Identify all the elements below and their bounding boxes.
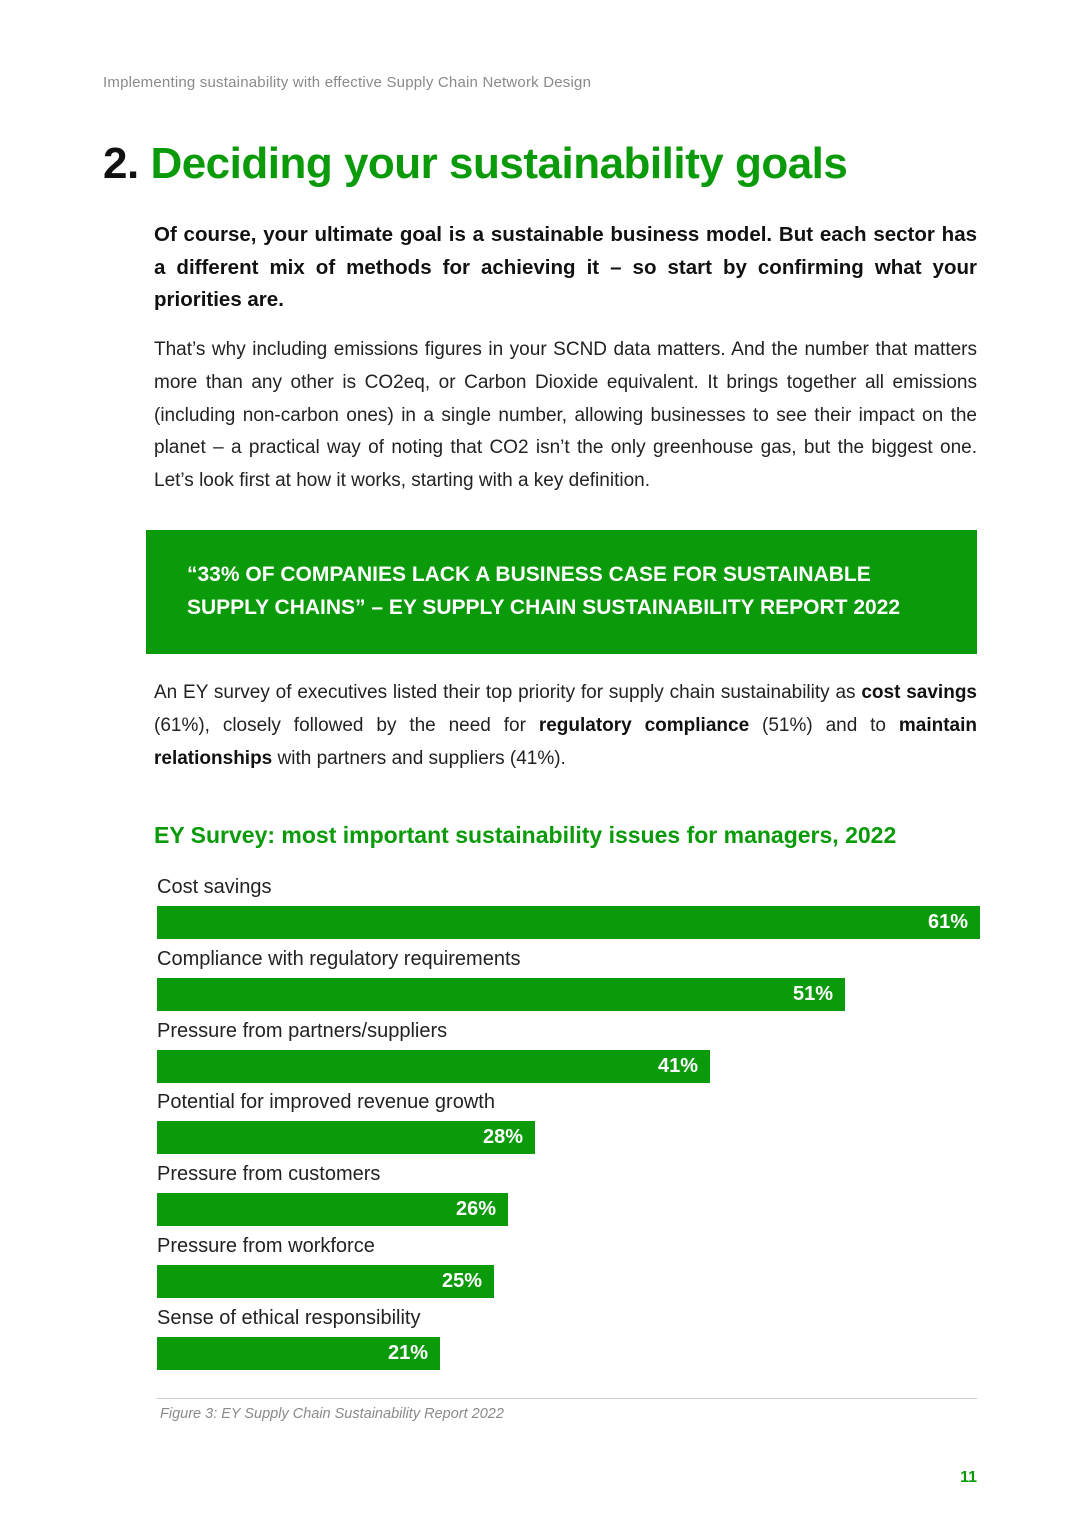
bar-value-label: 26% xyxy=(455,1198,496,1221)
bar-label-pressure-from-customers: Pressure from customers xyxy=(157,1163,381,1186)
bar-sense-of-ethical-responsibility xyxy=(157,1337,440,1370)
bar-value-label: 61% xyxy=(927,911,968,933)
section-heading-text: Deciding your sustainability goals xyxy=(150,139,848,188)
p2-text-1: An EY survey of executives listed their top priority for supply chain sustainability as xyxy=(154,682,862,703)
p2-text-3: (51%) and to xyxy=(749,714,899,736)
p2-bold-maintain-relationships: maintain relationships xyxy=(154,714,977,769)
running-header: Implementing sustainability with effective Supply Chain Network Design xyxy=(103,74,592,91)
p2-text-2: (61%), closely followed by the need for xyxy=(154,714,539,736)
bar-pressure-from-workforce xyxy=(157,1265,494,1298)
page-number: 11 xyxy=(960,1469,977,1486)
bar-pressure-from-customers xyxy=(157,1193,508,1226)
lead-paragraph: Of course, your ultimate goal is a sustainable business model. But each sector has a different mix of methods for achieving it – so start by confirming what your priorities are. xyxy=(154,223,977,311)
p2-text-4: with partners and suppliers (41%). xyxy=(272,747,566,769)
p2-bold-cost-savings: cost savings xyxy=(861,682,977,703)
bar-value-label: 41% xyxy=(657,1054,698,1077)
bar-value-label: 28% xyxy=(482,1126,523,1149)
figure-caption: Figure 3: EY Supply Chain Sustainability Report 2022 xyxy=(160,1406,504,1422)
chart-title: EY Survey: most important sustainability issues for managers, 2022 xyxy=(154,822,897,848)
bar-value-label: 21% xyxy=(387,1341,428,1364)
section-number: 2. xyxy=(103,139,139,188)
pull-quote-box xyxy=(146,530,977,654)
bar-chart xyxy=(157,876,980,1376)
pull-quote-text: “33% OF COMPANIES LACK A BUSINESS CASE FOR SUSTAINABLE SUPPLY CHAINS” – EY SUPPLY CHAIN SUSTAINABILITY REPORT 2022 xyxy=(187,563,901,619)
bar-label-pressure-from-workforce: Pressure from workforce xyxy=(157,1235,375,1257)
caption-divider xyxy=(157,1398,977,1399)
body-paragraph-2 xyxy=(154,677,977,775)
bar-label-sense-of-ethical-responsibility: Sense of ethical responsibility xyxy=(157,1306,421,1329)
bar-compliance-with-regulatory-requirements xyxy=(157,978,845,1011)
bar-label-cost-savings: Cost savings xyxy=(157,876,272,898)
bar-cost-savings xyxy=(157,906,980,939)
section-title xyxy=(103,136,847,192)
bar-label-compliance-with-regulatory-requirements: Compliance with regulatory requirements xyxy=(157,947,521,970)
bar-pressure-from-partners-suppliers xyxy=(157,1050,710,1083)
bar-label-potential-for-improved-revenue-growth: Potential for improved revenue growth xyxy=(157,1091,495,1114)
bar-value-label: 25% xyxy=(441,1270,482,1292)
bar-label-pressure-from-partners-suppliers: Pressure from partners/suppliers xyxy=(157,1019,448,1042)
bar-potential-for-improved-revenue-growth xyxy=(157,1121,535,1154)
p2-bold-regulatory-compliance: regulatory compliance xyxy=(538,714,750,736)
body-paragraph-1: That’s why including emissions figures in your SCND data matters. And the number that matters more than any other is CO2eq, or Carbon Dioxide equivalent. It brings together all emissions (including non-carbon ones) in a single number, allowing businesses to see their impact on the planet – a practical way of noting that CO2 isn’t the only greenhouse gas, but the biggest one. Let’s look first at how it works, starting with a key definition. xyxy=(154,339,977,492)
bar-value-label: 51% xyxy=(792,982,833,1005)
